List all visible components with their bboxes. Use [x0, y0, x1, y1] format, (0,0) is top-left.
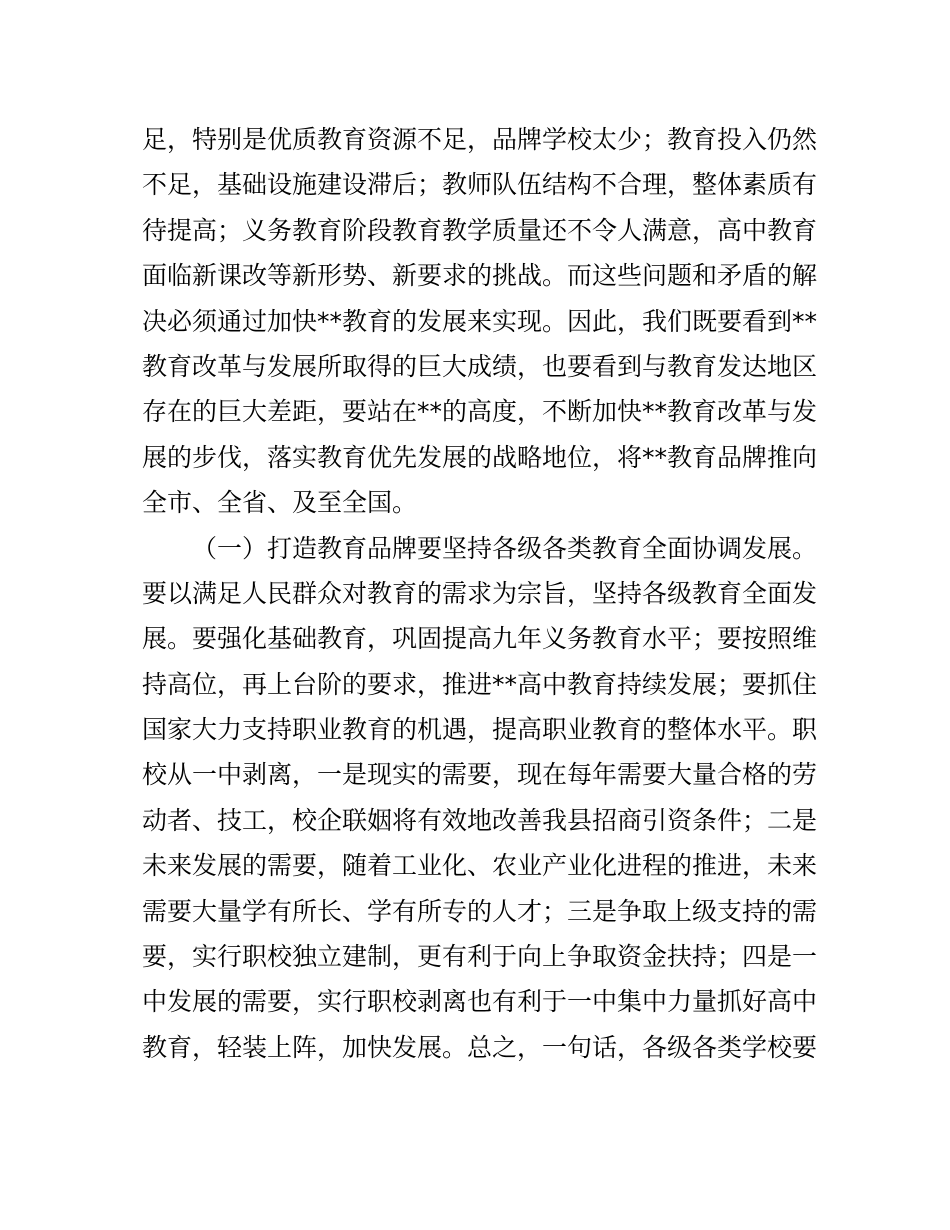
- text-line: 校从一中剥离，一是现实的需要，现在每年需要大量合格的劳: [142, 760, 818, 790]
- text-line: 决必须通过加快**教育的发展来实现。因此，我们既要看到**: [142, 306, 818, 336]
- text-line: 教育改革与发展所取得的巨大成绩，也要看到与教育发达地区: [142, 351, 818, 381]
- text-line: 教育，轻装上阵，加快发展。总之，一句话，各级各类学校要: [142, 1032, 818, 1062]
- paragraph-1: [142, 117, 818, 526]
- text-line: 未来发展的需要，随着工业化、农业产业化进程的推进，未来: [142, 851, 818, 881]
- text-line: 足，特别是优质教育资源不足，品牌学校太少；教育投入仍然: [142, 125, 818, 154]
- text-line: 全市、全省、及至全国。: [142, 488, 418, 518]
- section-heading-line: （一）打造教育品牌要坚持各级各类教育全面协调发展。: [192, 533, 818, 563]
- text-line: 要以满足人民群众对教育的需求为宗旨，坚持各级教育全面发: [142, 578, 818, 608]
- text-line: 面临新课改等新形势、新要求的挑战。而这些问题和矛盾的解: [142, 261, 818, 291]
- paragraph-2: [142, 526, 818, 1071]
- body-text: [142, 117, 818, 1070]
- text-line: 动者、技工，校企联姻将有效地改善我县招商引资条件；二是: [142, 805, 818, 835]
- text-line: 国家大力支持职业教育的机遇，提高职业教育的整体水平。职: [142, 715, 818, 745]
- text-line: 存在的巨大差距，要站在**的高度，不断加快**教育改革与发: [142, 397, 818, 427]
- text-line: 持高位，再上台阶的要求，推进**高中教育持续发展；要抓住: [142, 669, 818, 699]
- text-line: 待提高；义务教育阶段教育教学质量还不令人满意，高中教育: [142, 215, 818, 245]
- text-line: 展。要强化基础教育，巩固提高九年义务教育水平；要按照维: [142, 624, 818, 654]
- text-line: 中发展的需要，实行职校剥离也有利于一中集中力量抓好高中: [142, 987, 818, 1017]
- text-line: 展的步伐，落实教育优先发展的战略地位，将**教育品牌推向: [142, 442, 818, 472]
- text-line: 不足，基础设施建设滞后；教师队伍结构不合理，整体素质有: [142, 170, 818, 200]
- text-line: 要，实行职校独立建制，更有利于向上争取资金扶持；四是一: [142, 942, 818, 972]
- text-line: 需要大量学有所长、学有所专的人才；三是争取上级支持的需: [142, 896, 818, 926]
